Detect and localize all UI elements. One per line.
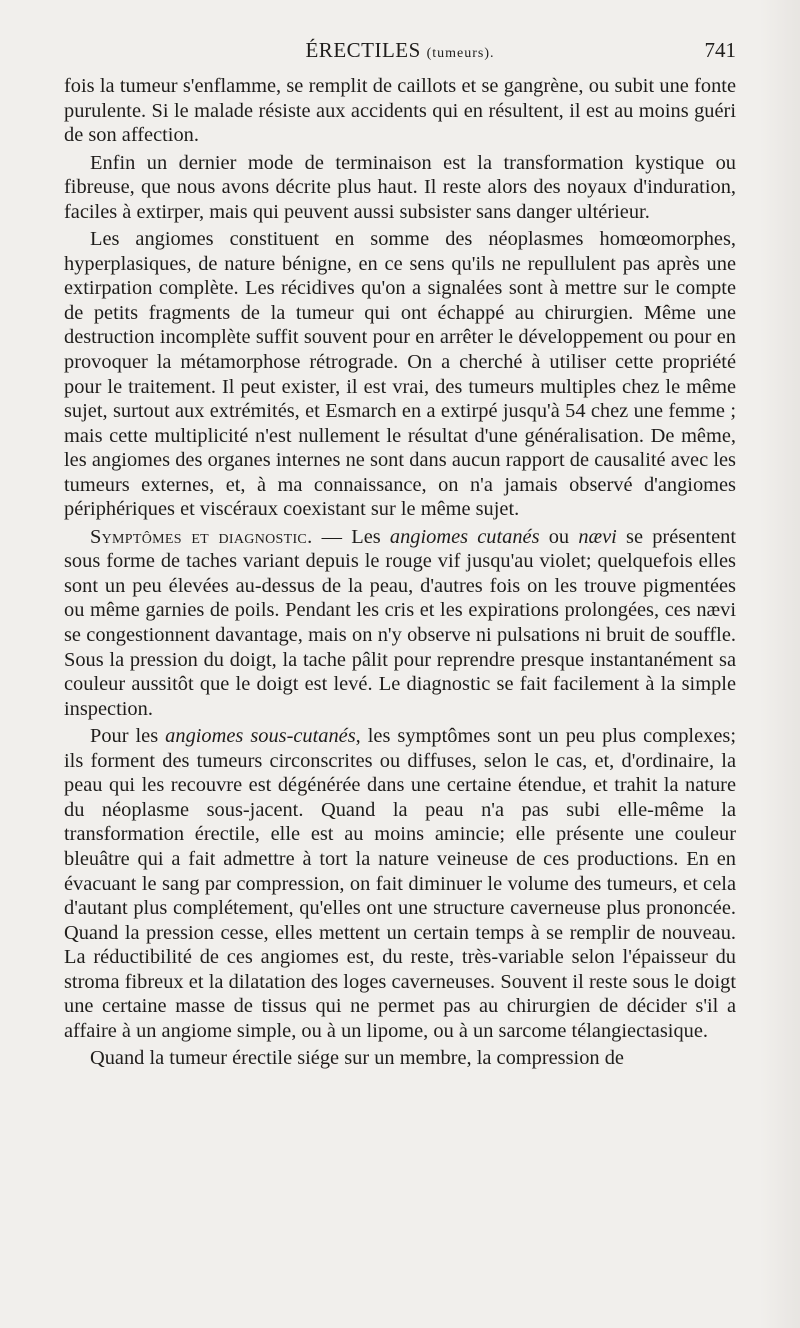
running-title-main: ÉRECTILES (305, 38, 421, 62)
body-text (64, 74, 736, 1074)
subcutaneous-lead: Pour les (90, 725, 166, 748)
term-naevi: nævi (578, 525, 617, 548)
paragraph-3: Les angiomes constituent en somme des néoplasmes homœomorphes, hyperplasiques, de nature bénigne, en ce sens qu'ils ne repullulent pas après une extirpation complète. Les récidives qu'on a signalées sont à mettre sur le compte de petits fragments de la tumeur qui ont échappé au chirurgien. Même une destruction incomplète suffit souvent pour en arrêter le développement ou pour en provoquer la métamorphose rétrograde. On a cherché à utiliser cette propriété pour le traitement. Il peut exister, il est vrai, des tumeurs multiples chez le même sujet, surtout aux extrémités, et Esmarch en a extirpé jusqu'à 54 chez une femme ; mais cette multiplicité n'est nullement le résultat d'une généralisation. De même, les angiomes des organes internes ne sont dans aucun rapport de causalité avec les tumeurs externes, et, à ma connaissance, on n'a jamais observé d'angiomes périphériques et viscéraux coexistant sur le même sujet. (64, 228, 736, 521)
page-number: 741 (704, 38, 736, 62)
section-heading-symptoms: Symptômes et diagnostic. (90, 525, 313, 548)
symptoms-dash: — Les (312, 525, 390, 548)
page-edge-shadow (760, 0, 800, 1328)
subcutaneous-rest: , les symptômes sont un peu plus complexes; ils forment des tumeurs circonscrites ou diffuses, selon le cas, et, d'ordinaire, la peau qui les recouvre est dégénérée dans une certaine étendue, et trahit la nature du néoplasme sous-jacent. Quand la peau n'a pas subi elle-même la transformation érectile, elle est au moins amincie; elle présente une couleur bleuâtre qui a fait admettre à tort la nature veineuse de ces productions. En en évacuant le sang par compression, on fait diminuer le volume des tumeurs, et cela d'autant plus complétement, qu'elles ont une structure caverneuse plus prononcée. Quand la pression cesse, elles mettent un certain temps à se remplir de nouveau. La réductibilité de ces angiomes est, du reste, très-variable selon l'épaisseur du stroma fibreux et la dilatation des loges caverneuses. Souvent il reste sous le doigt une certaine masse de tissus qui ne permet pas au chirurgien de décider s'il a affaire à un angiome simple, ou à un lipome, ou à un sarcome télangiectasique. (64, 725, 736, 1042)
running-header (64, 38, 736, 68)
paragraph-1: fois la tumeur s'enflamme, se remplit de caillots et se gangrène, ou subit une fonte purulente. Si le malade résiste aux accidents qui en résultent, il est au moins guéri de son affection. (64, 75, 736, 147)
paragraph-subcutaneous (64, 724, 736, 1043)
paragraph-2: Enfin un dernier mode de terminaison est la transformation kystique ou fibreuse, que nous avons décrite plus haut. Il reste alors des noyaux d'induration, faciles à extirper, mais qui peuvent aussi subsister sans danger ultérieur. (64, 151, 736, 223)
term-angiomes-sous-cutanes: angiomes sous-cutanés (165, 725, 356, 748)
term-angiomes-cutanes: angiomes cutanés (389, 525, 540, 548)
running-title-paren: (tumeurs). (426, 46, 495, 61)
paragraph-last-line: Quand la tumeur érectile siége sur un membre, la compression de (90, 1047, 624, 1070)
running-title (64, 38, 736, 63)
symptoms-rest: se présentent sous forme de taches variant depuis le rouge vif jusqu'au violet; quelquefois elles sont un peu élevées au-dessus de la peau, d'autres fois on les trouve pigmentées ou même garnies de poils. Pendant les cris et les expirations prolongées, ces nævi se congestionnent davantage, mais on n'y observe ni pulsations ni bruit de souffle. Sous la pression du doigt, la tache pâlit pour reprendre presque instantanément sa couleur aussitôt que le doigt est levé. Le diagnostic se fait facilement à la simple inspection. (64, 525, 737, 720)
paragraph-symptoms (64, 525, 736, 721)
symptoms-or: ou (539, 525, 579, 548)
